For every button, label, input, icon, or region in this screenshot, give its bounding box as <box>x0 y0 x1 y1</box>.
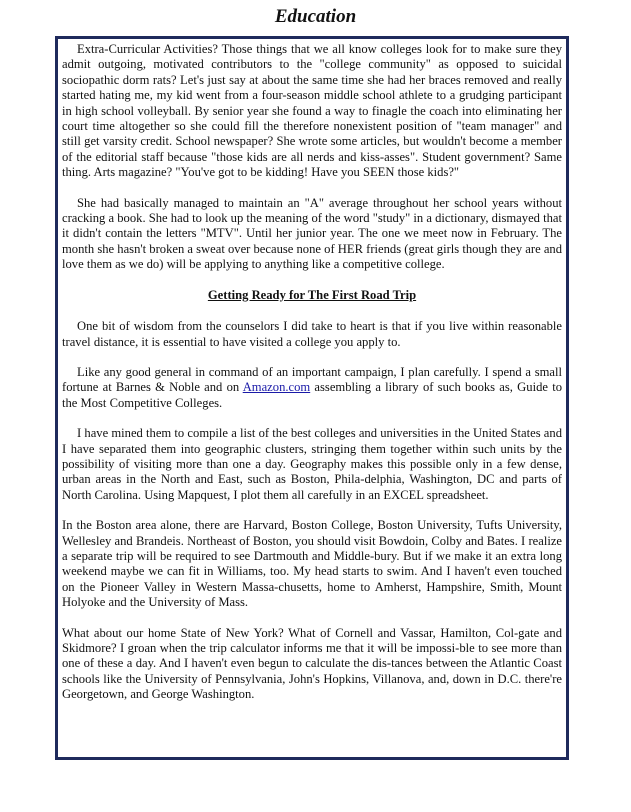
paragraph-extracurricular: Extra-Curricular Activities? Those things that we all know colleges look for to make sure they admit outgoing, motivated contributors to the "college community" as opposed to suicidal sociopathic dorm rats? Let's just say at about the same time she had her braces removed and really started hating me, my kid went from a four-season middle school athlete to a grudging participant in high school volleyball. By senior year she found a way to finagle the coach into eliminating her court time altogether so she could fill the therefore nonexistent position of "team manager" and still get varsity credit. School newspaper? She wrote some articles, but wouldn't become a member of the editorial staff because "those kids are all nerds and kiss-asses". Student government? Same thing. Arts magazine? "You've got to be kidding! Have you SEEN those kids?" <box>62 42 562 180</box>
amazon-link[interactable]: Amazon.com <box>242 380 311 395</box>
paragraph-new-york: What about our home State of New York? What of Cornell and Vassar, Hamilton, Col-gate and Skidmore? I groan when the trip calculator informs me that it will be impossi-ble to see more than one of these a day. And I haven't even begun to calculate the dis-tances between the Atlantic Coast schools like the University of Pennsylvania, John's Hopkins, Villanova, and, down in D.C. there're Georgetown, and George Washington. <box>62 625 562 702</box>
paragraph-counselors: One bit of wisdom from the counselors I did take to heart is that if you live within reasonable travel distance, it is essential to have visited a college you apply to. <box>62 319 562 349</box>
section-heading: Getting Ready for The First Road Trip <box>207 287 417 302</box>
article-body <box>62 42 562 718</box>
page-title: Education <box>274 6 357 27</box>
paragraph-planning-text: Like any good general in command of an important campaign, I plan carefully. I spend a small fortune at Barnes & Noble and on <box>62 364 562 395</box>
paragraph-planning-text-end: assembling a library of such books as, Guide to the Most Competitive Colleges. <box>62 380 562 410</box>
paragraph-clusters: I have mined them to compile a list of the best colleges and universities in the United States and I have separated them into geographic clusters, stringing them together within such units by the possibility of visiting more than one a day. Geography makes this possible only in a few dense, urban areas in the North and East, such as Boston, Phila-delphia, Washington, DC and parts of North Carolina. Using Mapquest, I plot them all carefully in an EXCEL spreadsheet. <box>62 426 562 502</box>
paragraph-planning <box>62 365 562 411</box>
paragraph-boston: In the Boston area alone, there are Harvard, Boston College, Boston University, Tufts University, Wellesley and Brandeis. Northeast of Boston, you should visit Bowdoin, Colby and Bates. I realize a separate trip will be required to see Dartmouth and Middle-bury. But if we make it an extra long weekend maybe we can fit in Williams, too. My head starts to swim. And I haven't even touched on the Pioneer Valley in Western Massa-chusetts, home to Amherst, Hampshire, Smith, Mount Holyoke and the University of Mass. <box>62 518 562 610</box>
paragraph-grades: She had basically managed to maintain an "A" average throughout her school years without cracking a book. She had to look up the meaning of the word "study" in a dictionary, dismayed that it didn't contain the letters "MTV". Until her junior year. The one we meet now in February. The month she hasn't broken a sweat over because none of HER friends (great girls though they are and love them as we do) will be applying to anything like a competitive college. <box>62 195 562 272</box>
